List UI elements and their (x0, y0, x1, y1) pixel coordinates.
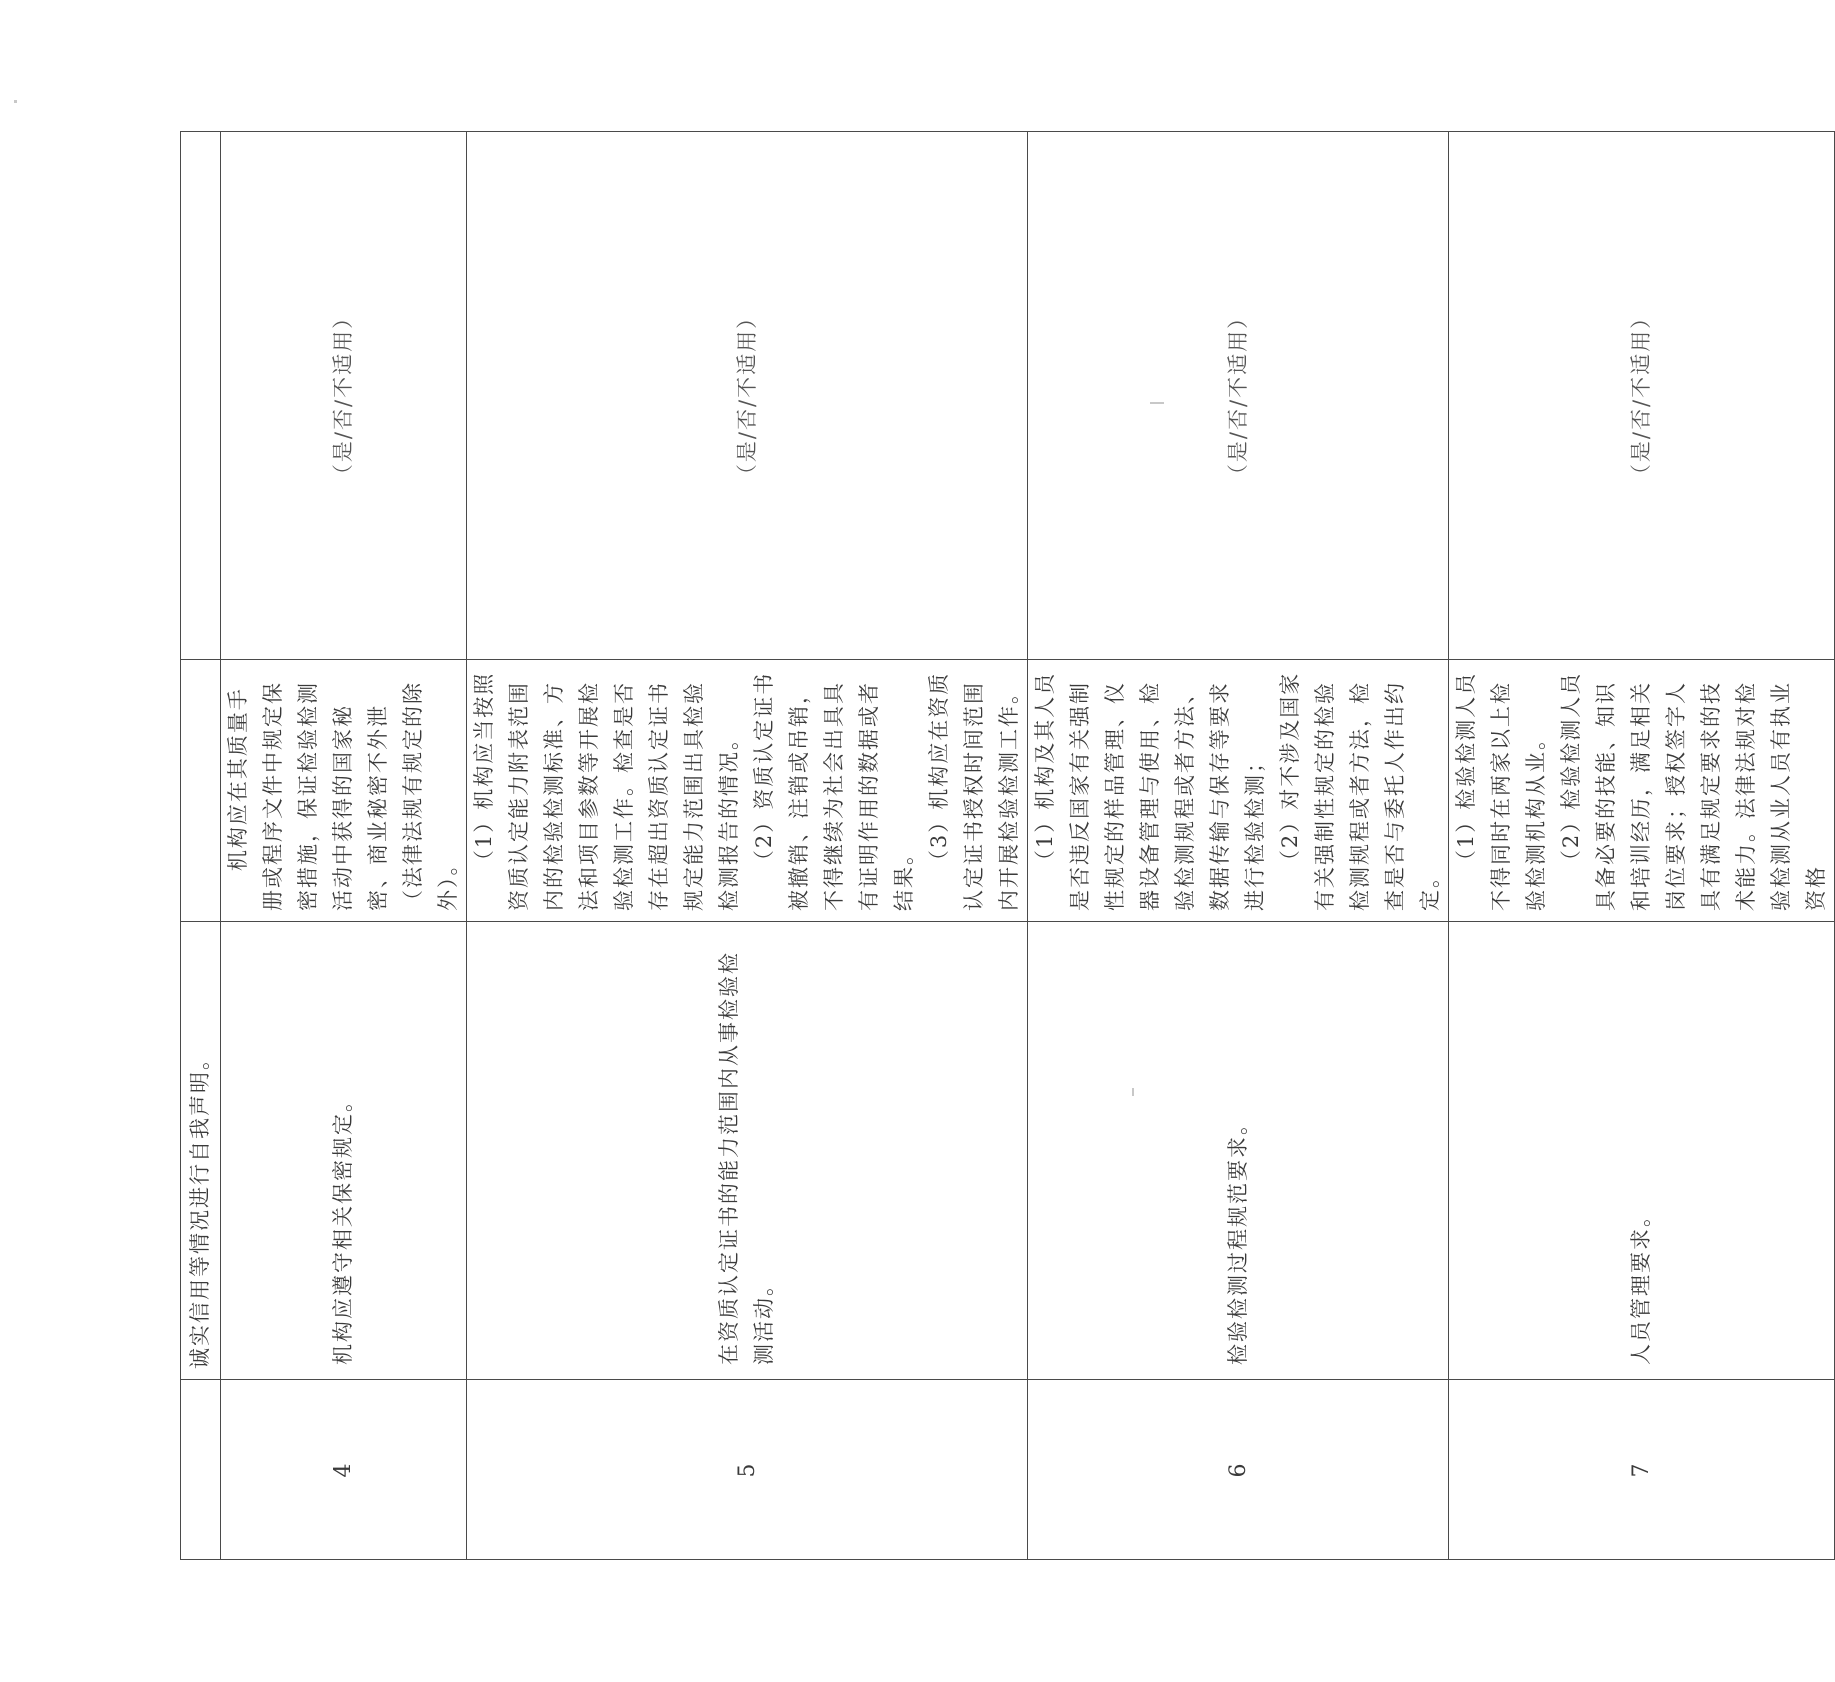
item-cell: 检验检测过程规范要求。 (1028, 922, 1449, 1380)
requirement-text: （2）检验检测人员具备必要的技能、知识和培训经历，满足相关岗位要求；授权签字人具有满足规定要求的技术能力。法律法规对检验检测从业人员有执业资格 (1559, 671, 1828, 911)
table-row-top (181, 132, 221, 1560)
item-cell: 在资质认定证书的能力范围内从事检验检测活动。 (467, 922, 1028, 1380)
item-cell: 机构应遵守相关保密规定。 (221, 922, 467, 1380)
requirement-text: （2）资质认定证书被撤销、注销或吊销，不得继续为社会出具具有证明作用的数据或者结果。 (752, 671, 916, 911)
item-cell: 人员管理要求。 (1449, 922, 1835, 1380)
answer-cell: （是/否/不适用） (467, 132, 1028, 660)
answer-cell: （是/否/不适用） (1028, 132, 1449, 660)
table-row (1028, 132, 1449, 1560)
requirement-text: （1）机构应当按照资质认定能力附表范围内的检验检测标准、方法和项目参数等开展检验检测工作。检查是否存在超出资质认定证书规定能力范围出具检验检测报告的情况。 (472, 671, 741, 911)
rotated-table-container (180, 132, 1828, 1560)
requirement-cell (467, 660, 1028, 922)
row-number: 7 (1449, 1380, 1835, 1560)
scan-speck (14, 100, 17, 103)
requirement-text: （1）检验检测人员不得同时在两家以上检验检测机构从业。 (1454, 671, 1548, 911)
row-number: 6 (1028, 1380, 1449, 1560)
requirement-text: 诚实信用等情况进行自我声明。 (188, 1047, 212, 1369)
table-row (467, 132, 1028, 1560)
table-cell-blank (181, 1380, 221, 1560)
table-row (1449, 132, 1835, 1560)
requirement-text: 机构应在其质量手册或程序文件中规定保密措施，保证检验检测活动中获得的国家秘密、商业秘密不外泄（法律法规有规定的除外）。 (226, 681, 460, 911)
requirement-cell (221, 660, 467, 922)
table-row (221, 132, 467, 1560)
requirement-cell (1449, 660, 1835, 922)
row-number: 5 (467, 1380, 1028, 1560)
requirement-cell (181, 922, 221, 1380)
requirement-text: （3）机构应在资质认定证书授权时间范围内开展检验检测工作。 (927, 671, 1021, 911)
requirement-cell (1028, 660, 1449, 922)
inspection-table (180, 131, 1835, 1560)
requirement-text: （2）对不涉及国家有关强制性规定的检验检测规程或者方法，检查是否与委托人作出约定。 (1278, 671, 1442, 911)
table-cell-blank (181, 660, 221, 922)
table-cell-blank (181, 132, 221, 660)
row-number: 4 (221, 1380, 467, 1560)
answer-cell: （是/否/不适用） (221, 132, 467, 660)
answer-cell: （是/否/不适用） (1449, 132, 1835, 660)
requirement-text: （1）机构及其人员是否违反国家有关强制性规定的样品管理、仪器设备管理与使用、检验检测规程或者方法、数据传输与保存等要求进行检验检测； (1033, 671, 1267, 911)
